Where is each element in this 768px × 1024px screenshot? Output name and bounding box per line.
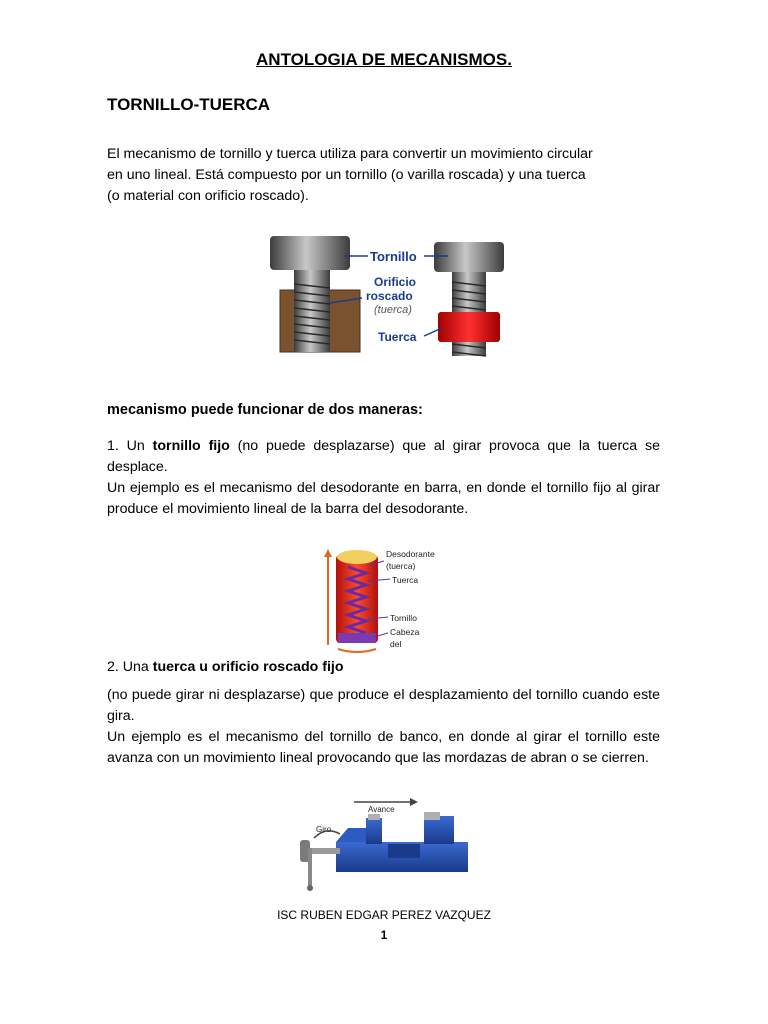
way2-heading [107,657,344,678]
way1-prefix: 1. Un [107,438,153,454]
way1-bold: tornillo fijo [152,438,230,454]
footer-author: ISC RUBEN EDGAR PEREZ VAZQUEZ [277,908,491,922]
figure-bolt-nut [262,228,512,363]
bolt-head [270,236,350,270]
label-giro: Giro [316,825,332,834]
nut-red [438,312,500,342]
label-tornillo: Tornillo [370,249,417,264]
label-tuerca-paren-2: (tuerca) [386,561,416,571]
figure-bench-vise [292,798,477,893]
label-tornillo-2: Tornillo [390,613,417,623]
way2-example: Un ejemplo es el mecanismo del tornillo de banco, en donde al girar el tornillo este avanza con un movimiento lineal provocando que las mordazas de abran o se cierren. [107,729,660,766]
way1-example: Un ejemplo es el mecanismo del desodorante en barra, en donde el tornillo fijo al girar produce el movimiento lineal de la barra del desodorante. [107,480,660,517]
label-del: del [390,639,402,649]
vise-screw [300,840,340,891]
bolt-head-right [434,242,504,272]
ways-heading: mecanismo puede funcionar de dos maneras: [107,402,423,418]
label-orificio: Orificio [374,275,417,289]
label-avance: Avance [368,805,395,814]
intro-paragraph [107,144,667,207]
way2-description: (no puede girar ni desplazarse) que produce el desplazamiento del tornillo cuando este gira. [107,687,660,724]
way2-bold: tuerca u orificio roscado fijo [152,659,344,675]
intro-line-1: El mecanismo de tornillo y tuerca utiliza para convertir un movimiento circular [107,146,593,162]
label-tuerca-2: Tuerca [392,575,419,585]
label-desodorante: Desodorante [386,549,435,559]
vise-jaw-moving [366,818,382,844]
vise-jaw-fixed [424,816,454,844]
way2-prefix: 2. Una [107,659,153,675]
intro-line-3: (o material con orificio roscado). [107,188,309,204]
deodorant-base [338,633,376,643]
intro-line-2: en uno lineal. Está compuesto por un tornillo (o varilla roscada) y una tuerca [107,167,586,183]
label-cabeza: Cabeza [390,627,420,637]
way1-rest: (no puede desplazarse) que al girar provoca que la tuerca se desplace. [107,438,660,475]
label-tuerca: Tuerca [378,330,417,344]
way1-paragraph [107,436,660,478]
deodorant-top [337,550,377,564]
label-roscado: roscado [366,289,413,303]
label-tuerca-paren: (tuerca) [374,304,412,316]
section-heading: TORNILLO-TUERCA [107,95,271,114]
right-bolt-with-nut [434,242,504,356]
document-title: ANTOLOGIA DE MECANISMOS. [256,50,512,69]
vise-body [336,812,468,872]
left-bolt-in-wood [270,236,360,352]
figure-deodorant [318,545,458,655]
page-number: 1 [380,928,388,942]
